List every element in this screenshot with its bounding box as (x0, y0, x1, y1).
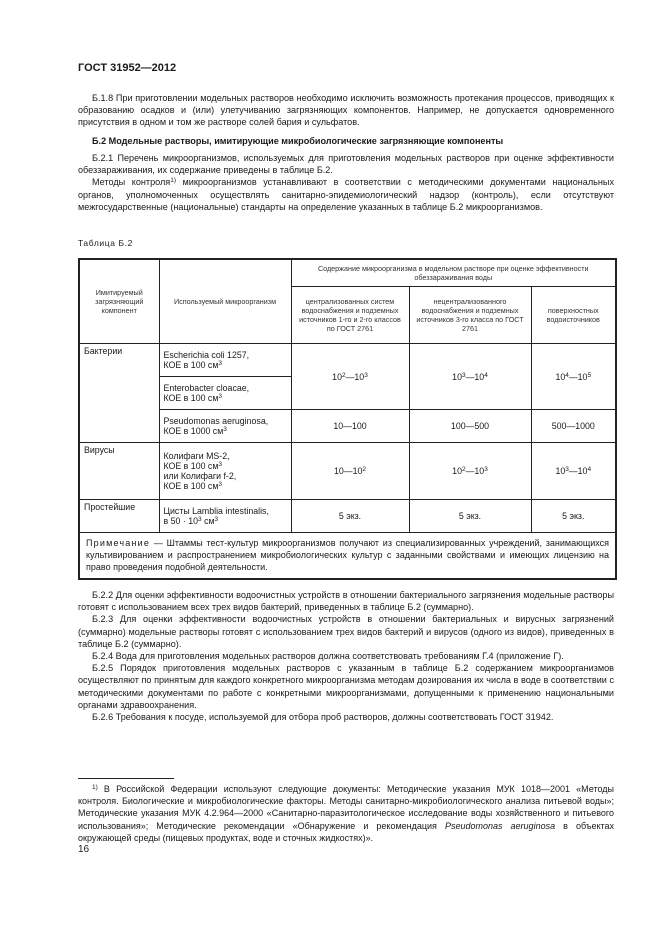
phage-line-4: КОЕ в 100 $см^3$ (163, 481, 222, 491)
paragraph-b21: Б.2.1 Перечень микроорганизмов, используемых для приготовления модельных растворов при оценке эффективности обеззараживания, их содержание приведены в таблице Б.2. (78, 153, 614, 176)
section-b2 (78, 135, 614, 147)
note-label: Примечание (86, 538, 151, 548)
table-row-phages (79, 443, 616, 500)
text-block-b21 (78, 152, 614, 213)
footnote-marker: 1) (92, 784, 98, 791)
table-header-row-1 (79, 259, 616, 287)
group-bacteria: Бактерии (79, 344, 159, 443)
methods-text-a: Методы контроля (92, 177, 171, 188)
table-row-lamblia (79, 500, 616, 533)
lamblia-line-2: в $50 \cdot 10^3$ $см^3$ (163, 516, 219, 526)
footnote-text-b: в объектах окружающей среды (пищевых продуктах, воде и сточных жидкостях)». (78, 820, 615, 843)
header-central: централизованных систем водоснабжения и подземных источников 1-го и 2-го классов по ГОСТ 2761 (291, 287, 409, 344)
paragraph-b22: Б.2.2 Для оценки эффективности водоочистных устройств в отношении бактериального загрязнения модельные растворы готовят с использованием всех трех видов бактерий, приведенных в таблице Б.2 (суммарно). (78, 590, 614, 613)
cell-pseudomonas-noncentral: 100—500 (409, 410, 531, 443)
table-row-ecoli (79, 344, 616, 377)
footnote-text-a: В Российской Федерации используют следующие документы: Методические указания МУК 1018—2001 «Методы контроля. Биологические и микробиологические факторы. Методы санитарно-микробиологического анализа питьевой воды»; Методические указания МУК 4.2.964—2000 «Санитарно-паразитологическое исследование воды хозяйственного и питьевого использования»; Методические рекомендации «Обнаружение и рекомендация (78, 784, 614, 831)
phage-line-2: КОЕ в 100 $см^3$ (163, 461, 222, 471)
paragraph-b18: Б.1.8 При приготовлении модельных растворов необходимо исключить возможность протекания процессов, приводящих к образованию осадков и (или) улетучиванию загрязняющих компонентов. Например, не допускается одновременного присутствия в одном и том же растворе солей бария и сульфатов. (78, 93, 614, 128)
header-content-group: Содержание микроорганизма в модельном растворе при оценке эффективности обеззараживания воды (291, 259, 616, 287)
group-viruses: Вирусы (79, 443, 159, 500)
table-b2 (78, 258, 615, 580)
cell-lamblia (159, 500, 291, 533)
cell-enteric-noncentral: $10^3—10^4$ (409, 344, 531, 410)
header-component: Имитируемый загрязняющий компонент (79, 259, 159, 344)
section-heading-b2: Б.2 Модельные растворы, имитирующие микробиологические загрязняющие компоненты (92, 136, 504, 146)
phage-line-3: или Колифаги f-2, (163, 471, 237, 481)
methods-text-b: микроорганизмов устанавливают в соответствии с методическими документами национальных органов, уполномоченных осуществлять санитарно-эпидемиологический надзор (контроль), если отсутствуют межгосударственные (национальные) стандарты на определение указанных в таблице Б.2 микроорганизмов. (78, 177, 614, 212)
paragraph-b25: Б.2.5 Порядок приготовления модельных растворов с указанным в таблице Б.2 содержанием микроорганизмов осуществляют по принятым для каждого конкретного микроорганизма методам дозирования их числа в воде в соответствии с методическими документами по работе с конкретными микроорганизмами, допущенными к применению национальными органами здравоохранения. (78, 663, 614, 710)
cell-lamblia-noncentral: 5 экз. (409, 500, 531, 533)
cell-lamblia-surface: 5 экз. (531, 500, 616, 533)
cell-phages (159, 443, 291, 500)
footnote-ref: 1) (170, 177, 176, 185)
table-row-pseudomonas (79, 410, 616, 443)
ecoli-unit: КОЕ в 100 $см^3$ (163, 360, 222, 370)
enterobacter-name: Enterobacter cloacae, (163, 383, 250, 393)
header-noncentral: нецентрализованного водоснабжения и подземных источников 3-го класса по ГОСТ 2761 (409, 287, 531, 344)
standard-code-header: ГОСТ 31952—2012 (78, 62, 177, 74)
cell-phage-central: $10—10^2$ (291, 443, 409, 500)
note-text: — Штаммы тест-культур микроорганизмов получают из специализированных учреждений, занимающихся культивированием и распространением микробиологических культур с заданными свойствами и имеющих лицензию на право проведения подобной деятельности. (86, 538, 610, 573)
pseudomonas-name: Pseudomonas aeruginosa, (163, 416, 269, 426)
table-caption: Таблица Б.2 (78, 238, 133, 248)
paragraph-b24: Б.2.4 Вода для приготовления модельных растворов должна соответствовать требованиям Г.4 (приложение Г). (92, 651, 564, 662)
enterobacter-unit: КОЕ в 100 $см^3$ (163, 393, 222, 403)
page-number: 16 (78, 844, 90, 855)
footnote (78, 783, 614, 844)
table-note-row (79, 533, 616, 579)
paragraph-methods (78, 176, 614, 213)
cell-pseudomonas-surface: 500—1000 (531, 410, 616, 443)
pseudomonas-unit: КОЕ в 1000 $см^3$ (163, 426, 227, 436)
cell-pseudomonas (159, 410, 291, 443)
group-protozoa: Простейшие (79, 500, 159, 533)
ecoli-name: Escherichia coli 1257, (163, 350, 250, 360)
cell-enterobacter (159, 377, 291, 410)
paragraph-b23: Б.2.3 Для оценки эффективности водоочистных устройств в отношении бактериальных и вирусных загрязнений (суммарно) модельные растворы готовят с использованием трех видов бактерий и вирусов (одного из видов), приведенных в таблице Б.2 (суммарно). (78, 614, 614, 649)
text-block-b22-b26 (78, 589, 614, 723)
cell-enteric-surface: $10^4—10^5$ (531, 344, 616, 410)
header-surface: поверхностных водоисточников (531, 287, 616, 344)
header-organism: Используемый микроорганизм (159, 259, 291, 344)
lamblia-line-1: Цисты Lamblia intestinalis, (163, 506, 269, 516)
cell-enteric-central: $10^2—10^3$ (291, 344, 409, 410)
table-note (79, 533, 616, 579)
cell-pseudomonas-central: 10—100 (291, 410, 409, 443)
footnote-divider (78, 778, 174, 779)
text-block-b18 (78, 92, 614, 129)
cell-ecoli (159, 344, 291, 377)
cell-lamblia-central: 5 экз. (291, 500, 409, 533)
cell-phage-noncentral: $10^2—10^3$ (409, 443, 531, 500)
paragraph-b26: Б.2.6 Требования к посуде, используемой для отбора проб растворов, должны соответствовать ГОСТ 31942. (92, 712, 554, 723)
footnote-italic: Pseudomonas aeruginosa (444, 820, 556, 831)
cell-phage-surface: $10^3—10^4$ (531, 443, 616, 500)
phage-line-1: Колифаги MS-2, (163, 451, 230, 461)
